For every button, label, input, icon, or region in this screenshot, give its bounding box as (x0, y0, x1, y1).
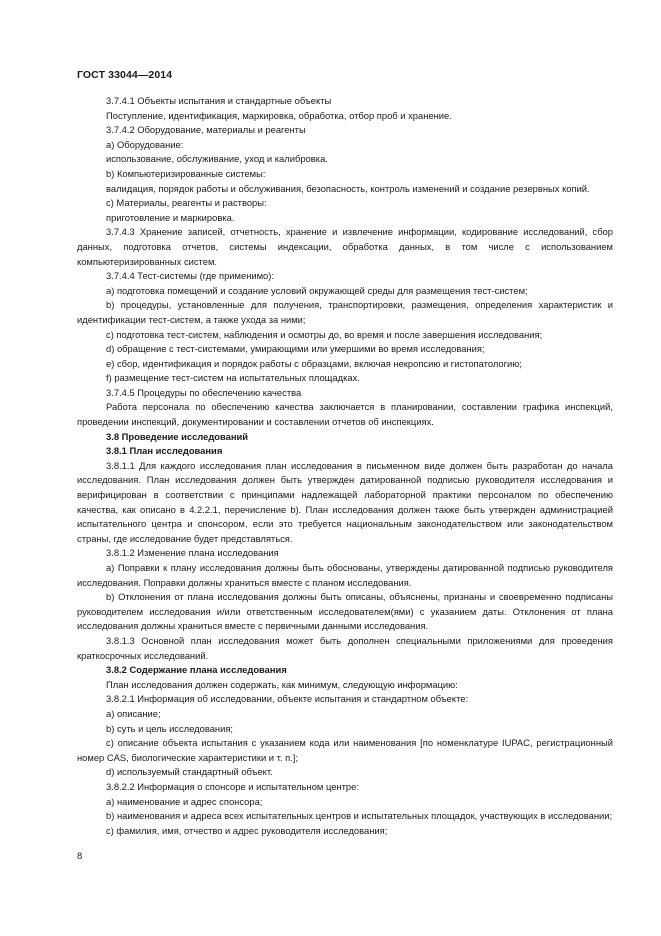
paragraph: а) описание; (106, 707, 161, 719)
paragraph: использование, обслуживание, уход и калибровка. (106, 153, 328, 165)
paragraph: 3.8.2.2 Информация о спонсоре и испытательном центре: (106, 780, 359, 792)
paragraph: b) процедуры, установленные для получения, транспортировки, размещения, определения характеристик и идентификации тест-систем, а также ухода за ними; (77, 299, 613, 325)
paragraph: 3.8.1.2 Изменение плана исследования (106, 547, 279, 559)
paragraph: f) размещение тест-систем на испытательных площадках. (106, 372, 360, 384)
section-heading: 3.8.1 План исследования (106, 445, 223, 457)
paragraph: с) Материалы, реагенты и растворы: (106, 197, 267, 209)
paragraph: 3.7.4.1 Объекты испытания и стандартные объекты (106, 95, 332, 106)
paragraph: 3.7.4.4 Тест-системы (где применимо): (106, 270, 274, 282)
paragraph: 3.7.4.3 Хранение записей, отчетность, хранение и извлечение информации, кодирование исследований, сбор данных, подготовка отчетов, системы индексации, обработка данных, в том числе с использованием компьютеризированных систем. (77, 226, 613, 267)
paragraph: а) наименование и адрес спонсора; (106, 795, 263, 807)
paragraph: d) используемый стандартный объект. (106, 766, 273, 778)
document-body (77, 94, 613, 838)
paragraph: 3.7.4.5 Процедуры по обеспечению качества (106, 386, 302, 398)
paragraph: с) подготовка тест-систем, наблюдения и осмотры до, во время и после завершения исследования; (106, 328, 543, 340)
section-heading: 3.8.2 Содержание плана исследования (106, 664, 287, 676)
paragraph: с) фамилия, имя, отчество и адрес руководителя исследования; (106, 824, 388, 836)
paragraph: с) описание объекта испытания с указанием кода или наименования [по номенклатуре IUPAC, регистрационный номер CAS, биологические характеристики и т. п.]; (77, 737, 613, 763)
paragraph: приготовление и маркировка. (106, 211, 235, 223)
paragraph: валидация, порядок работы и обслуживания, безопасность, контроль изменений и создание резервных копий. (106, 182, 590, 194)
paragraph: е) сбор, идентификация и порядок работы с образцами, включая некропсию и гистопатологию; (106, 357, 522, 369)
paragraph: b) суть и цель исследования; (106, 722, 234, 734)
paragraph: b) Компьютеризированные системы: (106, 167, 266, 179)
paragraph: 3.8.1.1 Для каждого исследования план исследования в письменном виде должен быть разработан до начала исследования. План исследования должен быть утвержден датированной подписью руководителя исследования и верифицирован в соответствии с принципами надлежащей лабораторной практики персоналом по обеспечению качества, как описано в 4.2.2.1, перечисление b). План исследования должен также быть утвержден администрацией испытательного центра и спонсором, если это требуется национальным законодательством или законодательством страны, где исследование будет представляться. (77, 459, 613, 544)
paragraph: Работа персонала по обеспечению качества заключается в планировании, составлении графика инспекций, проведении инспекций, документировании и составлении отчетов об инспекциях. (77, 401, 613, 428)
page-number: 8 (77, 851, 83, 862)
document-header: ГОСТ 33044—2014 (77, 69, 173, 81)
paragraph: b) наименования и адреса всех испытательных центров и испытательных площадок, участвующих в исследовании; (106, 810, 613, 822)
paragraph: а) подготовка помещений и создание условий окружающей среды для размещения тест-систем; (106, 284, 528, 296)
paragraph: 3.8.2.1 Информация об исследовании, объекте испытания и стандартном объекте: (106, 693, 469, 705)
paragraph: 3.8.1.3 Основной план исследования может быть дополнен специальными приложениями для проведения краткосрочных исследований. (77, 634, 613, 661)
paragraph: b) Отклонения от плана исследования должны быть описаны, объяснены, признаны и своевременно подписаны руководителем исследования и/или ответственным исследователем(ями) с указанием даты. Отклонения от плана исследования должны храниться вместе с первичными данными исследования. (77, 591, 613, 632)
paragraph: а) Поправки к плану исследования должны быть обоснованы, утверждены датированной подписью руководителя исследования. Поправки должны храниться вместе с планом исследования. (77, 562, 613, 588)
paragraph: Поступление, идентификация, маркировка, обработка, отбор проб и хранение. (106, 109, 452, 121)
paragraph: 3.7.4.2 Оборудование, материалы и реагенты (106, 124, 306, 136)
paragraph: d) обращение с тест-системами, умирающими или умершими во время исследования; (106, 343, 485, 355)
section-heading: 3.8 Проведение исследований (106, 430, 249, 442)
paragraph: План исследования должен содержать, как минимум, следующую информацию: (106, 678, 458, 690)
paragraph: а) Оборудование: (106, 138, 184, 150)
